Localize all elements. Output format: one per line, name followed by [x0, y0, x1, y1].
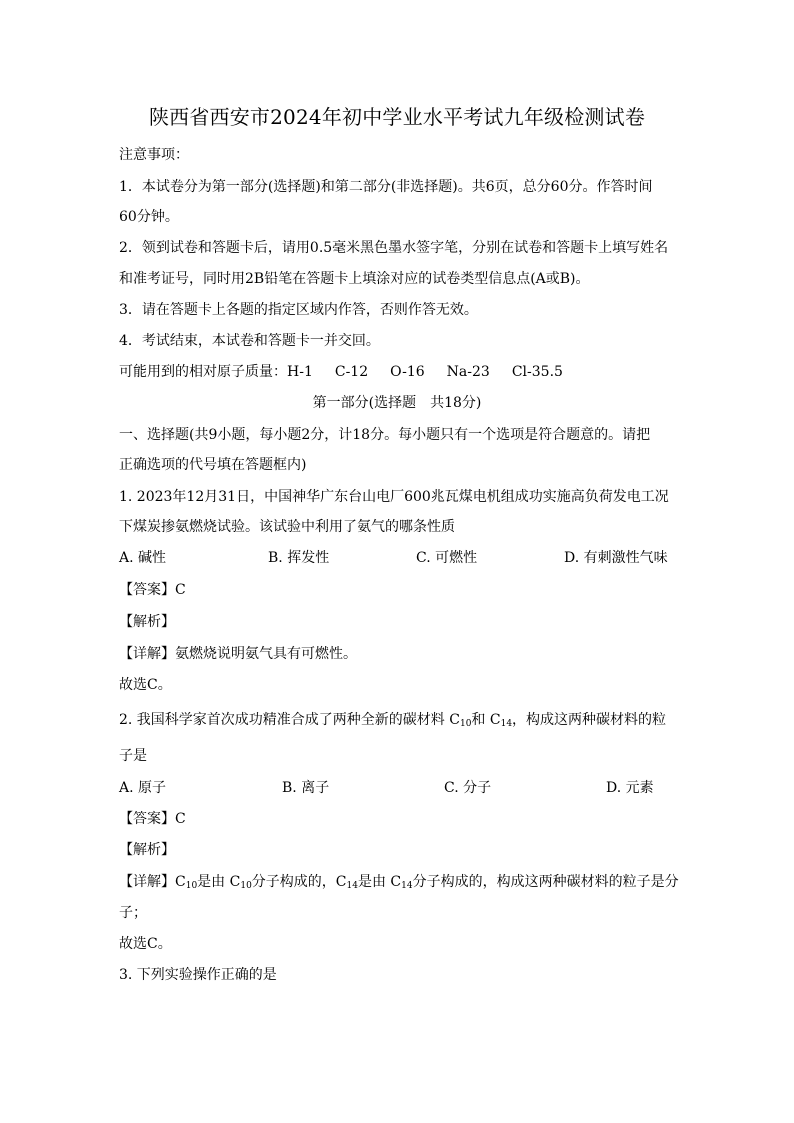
- atomic-mass-h: H-1: [287, 364, 313, 380]
- q2-stem: 2. 我国科学家首次成功精准合成了两种全新的碳材料 $C_{10}$和 $C_{14}$，构成这两种碳材料的粒: [119, 712, 667, 729]
- q2-option-d: D. 元素: [606, 780, 654, 796]
- atomic-mass-c: C-12: [334, 364, 369, 380]
- q1-stem: 1. 2023年12月31日，中国神华广东台山电厂600兆瓦煤电机组成功实施高负荷发电工况: [119, 489, 669, 505]
- q1-answer: 【答案】C: [119, 582, 186, 598]
- q2-detail: 【详解】$C_{10}$是由 $C_{10}$分子构成的，$C_{14}$是由 $C_{14}$分子构成的，构成这两种碳材料的粒子是分: [119, 874, 679, 891]
- atomic-masses-label: 可能用到的相对原子质量：: [119, 364, 287, 380]
- notice-item-2: 2．领到试卷和答题卡后，请用0.5毫米黑色墨水签字笔，分别在试卷和答题卡上填写姓名: [119, 240, 669, 256]
- atomic-mass-o: O-16: [390, 364, 425, 380]
- atomic-mass-na: Na-23: [446, 364, 490, 380]
- q1-option-a: A. 碱性: [119, 550, 167, 566]
- section1-instructions: 一、选择题(共9小题，每小题2分，计18分。每小题只有一个选项是符合题意的。请把: [119, 427, 651, 443]
- atomic-mass-cl: Cl-35.5: [511, 364, 563, 380]
- q2-answer: 【答案】C: [119, 811, 186, 827]
- q2-conclusion: 故选C。: [119, 936, 172, 952]
- notice-item-4: 4．考试结束，本试卷和答题卡一并交回。: [119, 333, 380, 349]
- q3-stem: 3. 下列实验操作正确的是: [119, 967, 277, 983]
- q2-stem-cont: 子是: [119, 748, 147, 764]
- notice-item-1: 1．本试卷分为第一部分(选择题)和第二部分(非选择题)。共6页，总分60分。作答时间: [119, 179, 653, 195]
- q2-option-c: C. 分子: [444, 780, 492, 796]
- q2-option-a: A. 原子: [119, 780, 167, 796]
- q2-option-b: B. 离子: [282, 780, 330, 796]
- part1-heading: 第一部分(选择题 共18分): [312, 395, 482, 411]
- exam-title: 陕西省西安市2024年初中学业水平考试九年级检测试卷: [148, 105, 646, 129]
- q1-stem-cont: 下煤炭掺氨燃烧试验。该试验中利用了氨气的哪条性质: [119, 519, 455, 535]
- q2-analysis: 【解析】: [119, 842, 175, 858]
- q1-option-c: C. 可燃性: [416, 550, 478, 566]
- q1-option-b: B. 挥发性: [268, 550, 330, 566]
- notice-item-1-cont: 60分钟。: [119, 209, 179, 225]
- q2-detail-cont: 子；: [119, 905, 147, 921]
- q1-conclusion: 故选C。: [119, 677, 172, 693]
- q1-analysis: 【解析】: [119, 614, 175, 630]
- atomic-masses-line: [119, 362, 563, 382]
- notice-heading: 注意事项：: [119, 147, 189, 163]
- q1-detail: 【详解】氨燃烧说明氨气具有可燃性。: [119, 646, 357, 662]
- section1-instructions-cont: 正确选项的代号填在答题框内): [119, 457, 307, 473]
- notice-item-2-cont: 和准考证号，同时用2B铅笔在答题卡上填涂对应的试卷类型信息点(A或B)。: [119, 271, 590, 287]
- notice-item-3: 3．请在答题卡上各题的指定区域内作答，否则作答无效。: [119, 302, 478, 318]
- q1-option-d: D. 有刺激性气味: [564, 550, 668, 566]
